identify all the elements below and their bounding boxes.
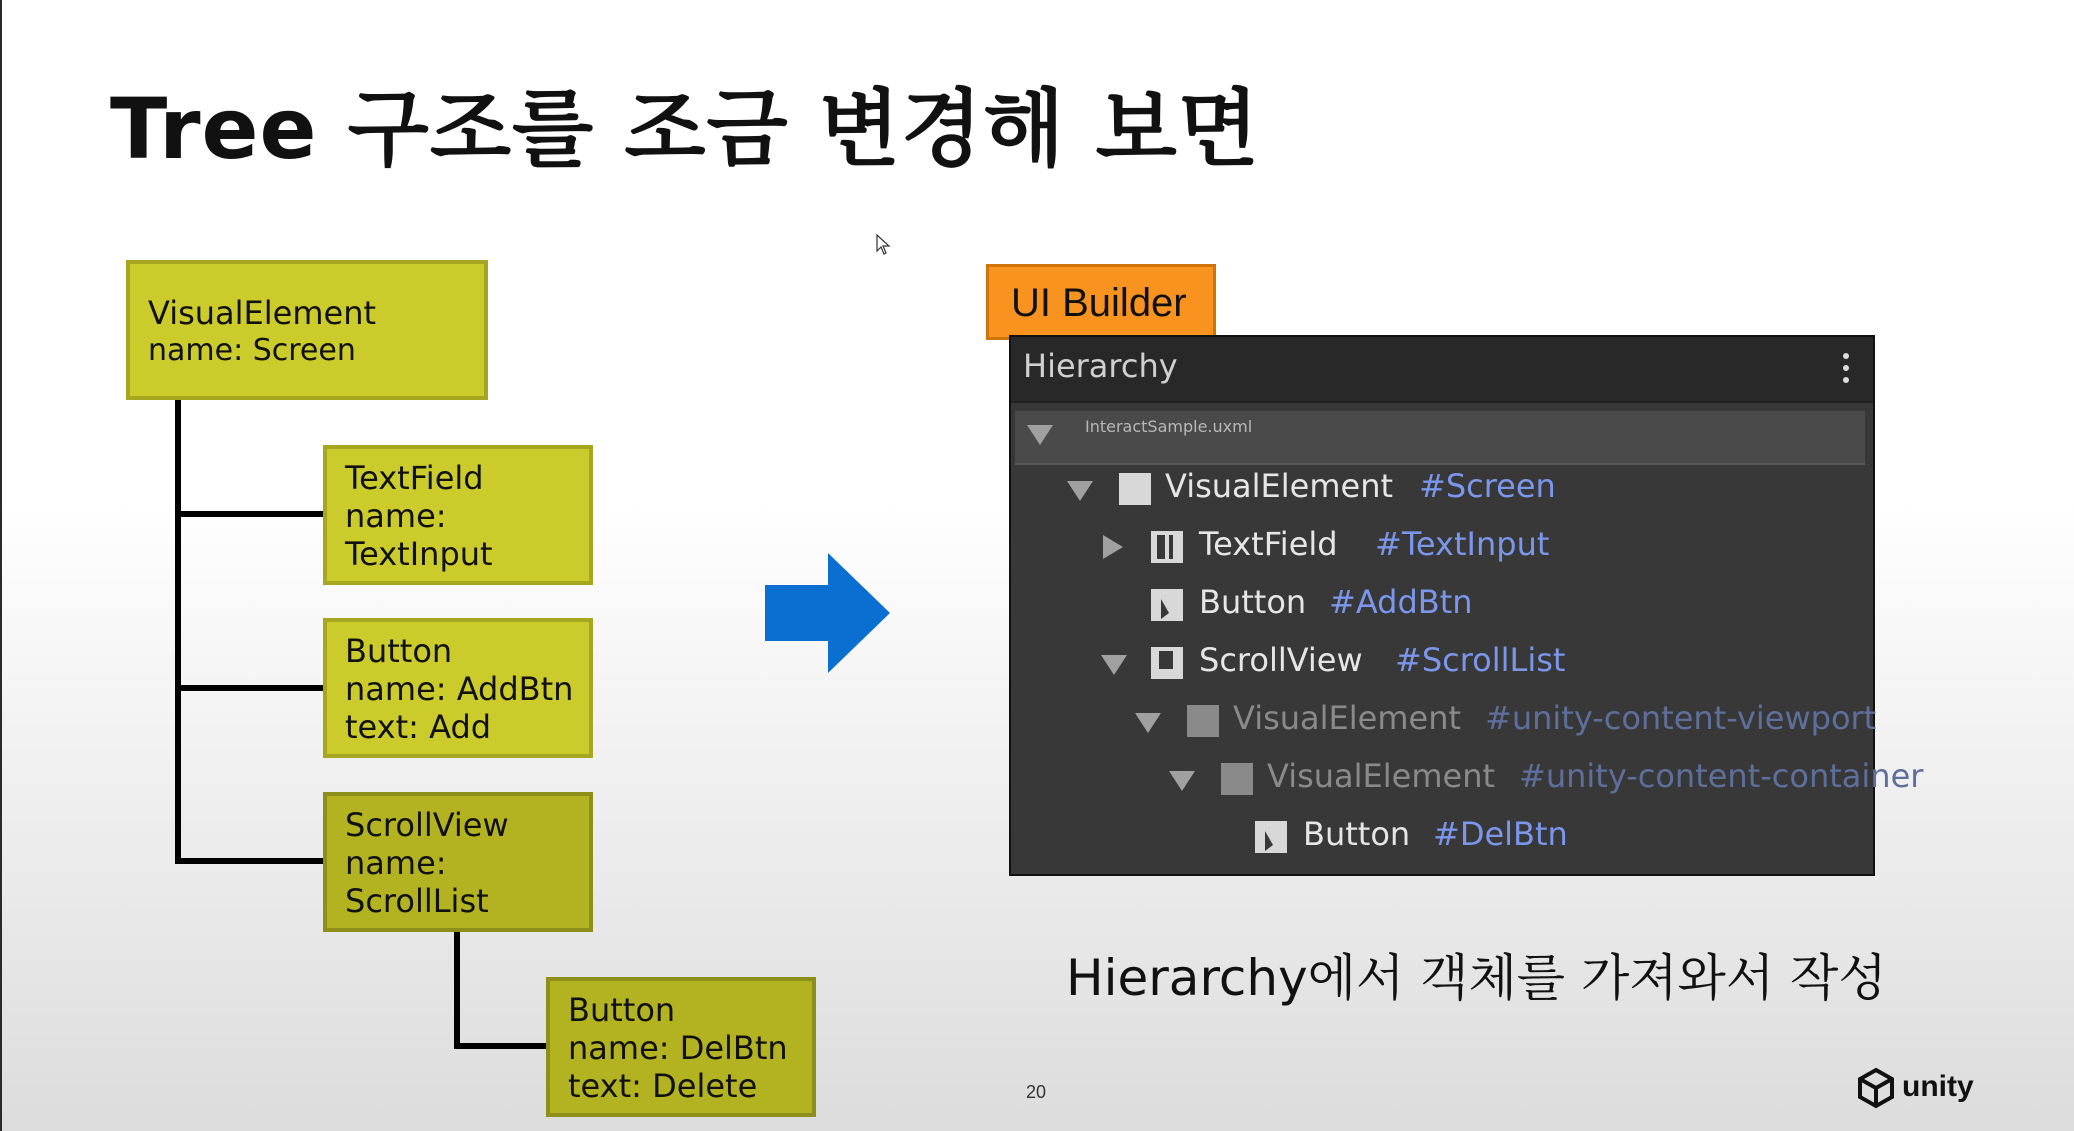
expand-arrow-icon[interactable] <box>1169 771 1195 791</box>
element-id: #Screen <box>1419 467 1556 505</box>
hierarchy-row[interactable] <box>1011 699 1877 749</box>
connector-line <box>175 398 181 864</box>
connector-line <box>175 511 327 517</box>
node-name: name: <box>345 497 447 535</box>
element-type: Button <box>1199 583 1307 621</box>
more-options-icon[interactable] <box>1843 353 1851 389</box>
hierarchy-row[interactable] <box>1011 757 1924 807</box>
file-row[interactable] <box>1015 411 1865 465</box>
node-name: name: DelBtn <box>568 1029 788 1067</box>
element-type: VisualElement <box>1267 757 1496 795</box>
node-type: TextField <box>345 459 484 497</box>
node-type: ScrollView <box>345 806 509 844</box>
square-icon <box>1221 763 1253 795</box>
element-id: #DelBtn <box>1433 815 1568 853</box>
file-name: InteractSample.uxml <box>1085 417 1253 436</box>
collapse-arrow-icon[interactable] <box>1103 535 1123 559</box>
page-number: 20 <box>1026 1082 1047 1102</box>
node-name: name: Screen <box>148 333 356 368</box>
unity-cube-icon <box>1856 1068 1896 1108</box>
node-name-value: TextInput <box>345 535 493 573</box>
hierarchy-row[interactable] <box>1011 583 1877 633</box>
tree-node-button-add <box>323 618 593 758</box>
element-type: Button <box>1303 815 1411 853</box>
element-id: #ScrollList <box>1395 641 1566 679</box>
logo-text: unity <box>1902 1069 1974 1103</box>
element-type: TextField <box>1199 525 1338 563</box>
scrollview-icon <box>1151 647 1183 679</box>
panel-header <box>1011 337 1873 403</box>
connector-line <box>454 929 460 1049</box>
right-arrow-icon <box>760 550 896 676</box>
left-edge <box>0 0 2 1131</box>
node-text: text: Add <box>345 708 492 746</box>
expand-arrow-icon[interactable] <box>1135 713 1161 733</box>
expand-arrow-icon[interactable] <box>1101 655 1127 675</box>
button-icon <box>1151 589 1183 621</box>
expand-arrow-icon[interactable] <box>1027 425 1053 445</box>
tree-node-button-del <box>546 977 816 1117</box>
tree-node-scrollview <box>323 792 593 932</box>
tree-node-screen <box>126 260 488 400</box>
connector-line <box>175 685 327 691</box>
hierarchy-row[interactable] <box>1011 641 1877 691</box>
slide-caption: Hierarchy에서 객체를 가져와서 작성 <box>1066 949 1887 1007</box>
node-name-value: ScrollList <box>345 882 489 920</box>
hierarchy-panel <box>1009 335 1924 876</box>
connector-line <box>454 1043 548 1049</box>
element-type: ScrollView <box>1199 641 1363 679</box>
node-name: name: AddBtn <box>345 670 574 708</box>
textfield-icon <box>1151 531 1183 563</box>
unity-logo <box>1856 1068 1974 1108</box>
hierarchy-row[interactable] <box>1011 467 1877 517</box>
mouse-cursor-icon <box>876 234 892 256</box>
button-icon <box>1255 821 1287 853</box>
node-name: name: <box>345 844 447 882</box>
element-type: VisualElement <box>1233 699 1462 737</box>
ui-builder-tab[interactable]: UI Builder <box>986 264 1216 340</box>
element-id: #TextInput <box>1375 525 1550 563</box>
node-text: text: Delete <box>568 1067 758 1105</box>
hierarchy-row[interactable] <box>1011 815 1877 865</box>
element-id: #unity-content-viewport <box>1485 699 1877 737</box>
tree-node-textfield <box>323 445 593 585</box>
node-type: VisualElement <box>148 294 377 332</box>
element-id: #AddBtn <box>1329 583 1473 621</box>
hierarchy-row[interactable] <box>1011 525 1877 575</box>
page-title: Tree 구조를 조금 변경해 보면 <box>110 80 1260 178</box>
square-icon <box>1187 705 1219 737</box>
node-type: Button <box>345 632 453 670</box>
connector-line <box>175 858 327 864</box>
expand-arrow-icon[interactable] <box>1067 481 1093 501</box>
element-type: VisualElement <box>1165 467 1394 505</box>
square-icon <box>1119 473 1151 505</box>
element-id: #unity-content-container <box>1519 757 1924 795</box>
node-type: Button <box>568 991 676 1029</box>
panel-title: Hierarchy <box>1023 347 1178 385</box>
